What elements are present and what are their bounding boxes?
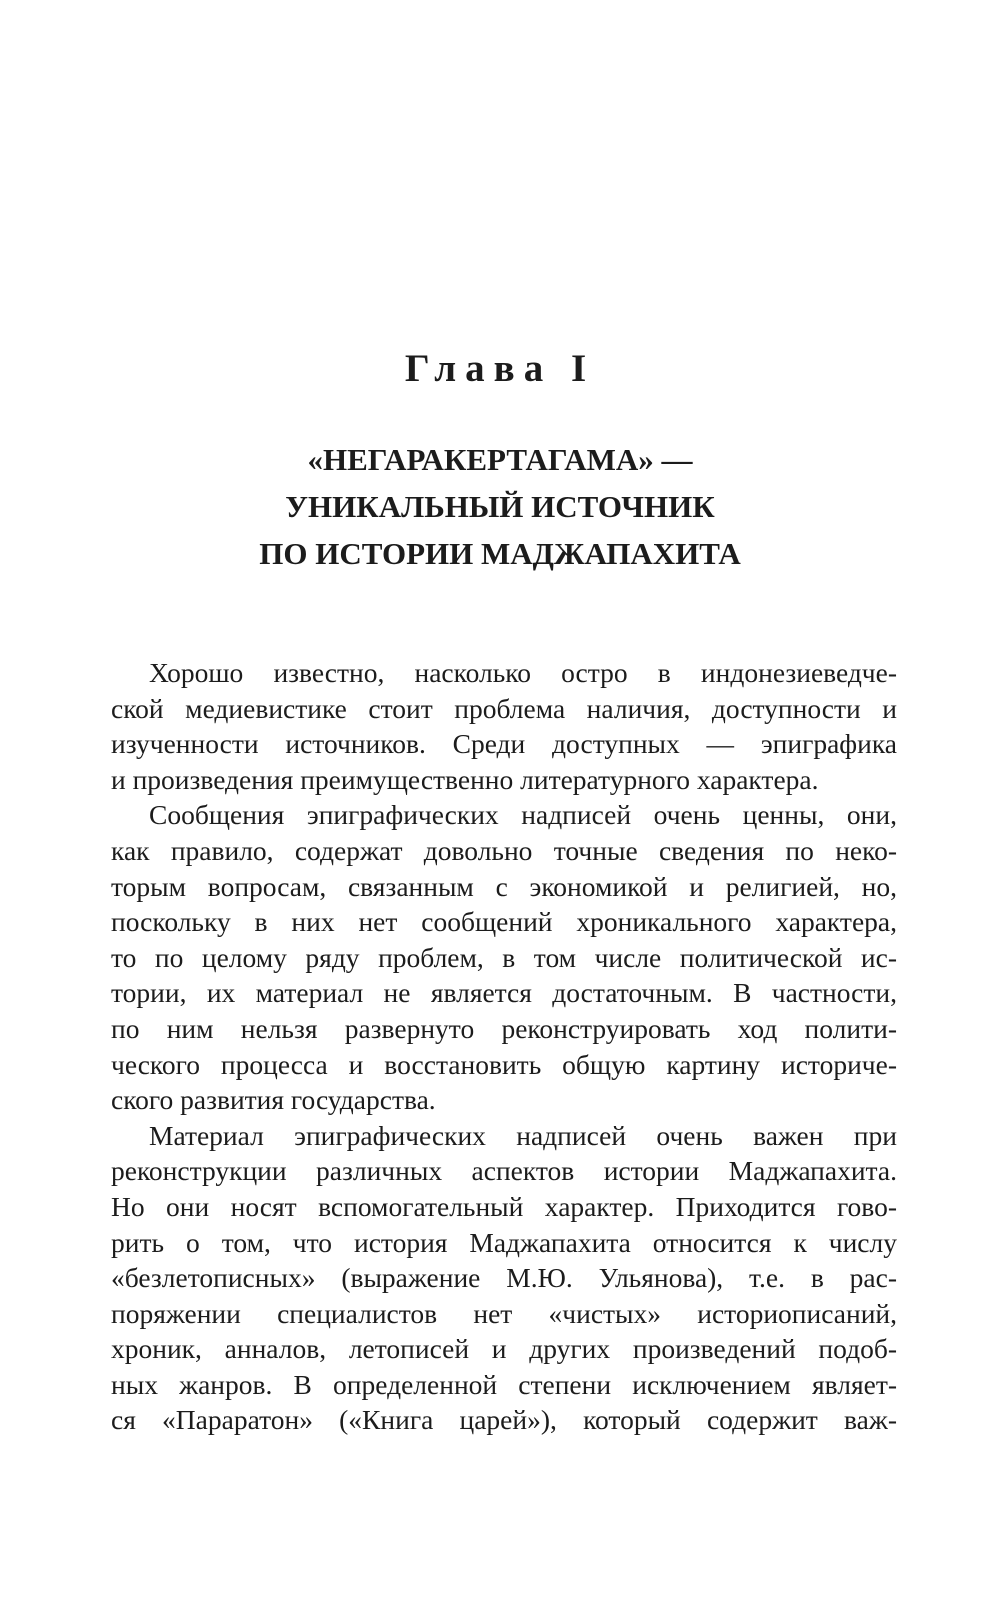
text-line: изученности источников. Среди доступных — эпиграфика bbox=[111, 728, 897, 760]
text-line: торым вопросам, связанным с экономикой и религией, но, bbox=[111, 870, 897, 902]
text-line: тории, их материал не является достаточным. В частности, bbox=[111, 977, 897, 1009]
text-line: ных жанров. В определенной степени исключением являет- bbox=[111, 1368, 897, 1400]
chapter-title-line: «НЕГАРАКЕРТАГАМА» — bbox=[307, 442, 693, 477]
text-line: поскольку в них нет сообщений хроникального характера, bbox=[111, 906, 897, 938]
text-line: Но они носят вспомогательный характер. Приходится гово- bbox=[111, 1190, 897, 1222]
text-line: и произведения преимущественно литературного характера. bbox=[111, 763, 819, 795]
text-line: ся «Параратон» («Книга царей»), который содержит важ- bbox=[111, 1404, 897, 1436]
text-line: хроник, анналов, летописей и других произведений подоб- bbox=[111, 1333, 897, 1365]
text-line: рить о том, что история Маджапахита относится к числу bbox=[111, 1226, 897, 1258]
paragraph-2 bbox=[111, 797, 897, 1117]
text-line: то по целому ряду проблем, в том числе политической ис- bbox=[111, 941, 897, 973]
text-line: Хорошо известно, насколько остро в индонезиеведче- bbox=[149, 657, 897, 688]
chapter-title-line: УНИКАЛЬНЫЙ ИСТОЧНИК bbox=[285, 489, 715, 524]
body-text bbox=[111, 655, 897, 1438]
paragraph-1 bbox=[111, 655, 897, 797]
text-line: Материал эпиграфических надписей очень важен при bbox=[149, 1119, 897, 1151]
paragraph-3 bbox=[111, 1118, 897, 1438]
chapter-label: Глава I bbox=[404, 347, 596, 390]
text-line: реконструкции различных аспектов истории Маджапахита. bbox=[111, 1155, 897, 1187]
text-line: как правило, содержат довольно точные сведения по неко- bbox=[111, 834, 897, 866]
text-line: ской медиевистике стоит проблема наличия, доступности и bbox=[111, 692, 897, 724]
text-line: ческого процесса и восстановить общую картину историче- bbox=[111, 1048, 897, 1080]
text-line: Сообщения эпиграфических надписей очень ценны, они, bbox=[149, 799, 897, 831]
text-line: «безлетописных» (выражение М.Ю. Ульянова), т.е. в рас- bbox=[111, 1262, 897, 1294]
chapter-title bbox=[0, 436, 1000, 577]
text-line: по ним нельзя развернуто реконструировать ход полити- bbox=[111, 1012, 897, 1044]
text-line: поряжении специалистов нет «чистых» историописаний, bbox=[111, 1297, 897, 1329]
text-line: ского развития государства. bbox=[111, 1084, 436, 1116]
chapter-title-line: ПО ИСТОРИИ МАДЖАПАХИТА bbox=[259, 536, 741, 571]
